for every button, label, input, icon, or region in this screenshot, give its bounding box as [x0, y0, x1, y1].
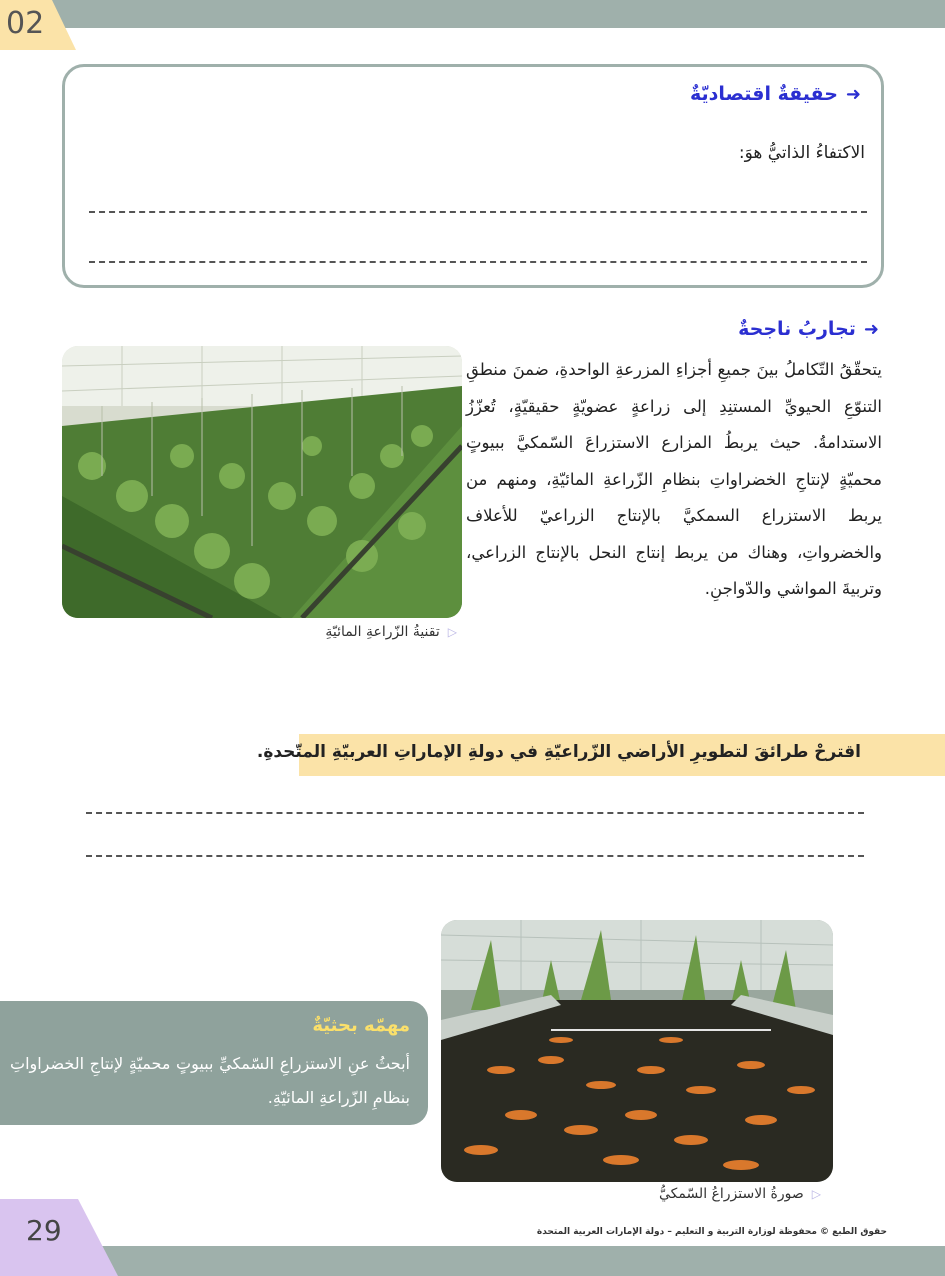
answer-line-2[interactable] — [89, 261, 867, 263]
research-task-text: أبحثُ عنِ الاستزراعِ السّمكيِّ ببيوتٍ محميّةٍ لإنتاجِ الخضراواتِ بنظامِ الزّراعةِ المائيّةِ. — [10, 1054, 410, 1107]
top-bar — [0, 0, 945, 28]
economic-fact-heading — [690, 83, 861, 105]
arrow-icon: ➜ — [845, 83, 861, 105]
task-text: اقترحْ طرائقَ لتطويرِ الأراضي الزّراعيّةِ في دولةِ الإماراتِ العربيّةِ المتّحدةِ. — [256, 742, 861, 762]
research-task-title: مهمّه بحثيّةٌ — [312, 1015, 410, 1036]
unit-number: 02 — [6, 6, 45, 41]
arrow-icon: ➜ — [863, 318, 879, 340]
hydroponics-caption-text: تقنيةُ الزّراعةِ المائيّةِ — [325, 624, 440, 640]
fish-farming-caption-text: صورةُ الاستزراعُ السّمكيُّ — [658, 1186, 804, 1202]
bottom-bar — [0, 1246, 945, 1276]
answer-line-1[interactable] — [89, 211, 867, 213]
experiences-paragraph: يتحقّقُ التّكاملُ بينَ جميعِ أجزاءِ المزرعةِ الواحدةِ، ضمنَ منطقِ التنوّعِ الحيويِّ المستنِدِ إلى زراعةٍ عضويّةٍ حقيقيّةٍ، تُعزّزُ الاستدامةُ. حيث يربطُ المزارع الاستزراعَ السّمكيَّ ببيوتٍ محميّةٍ لإنتاجِ الخضراواتِ بنظامِ الزّراعةِ المائيّةِ، ومنهم من يربط الاستزراع السمكيَّ بالإنتاج الزراعيّ للأعلاف والخضرواتِ، وهناك من يربط إنتاج النحل بالإنتاج الزراعي، وتربيةَ المواشي والدّواجنِ. — [466, 360, 882, 598]
hydroponics-photo — [62, 346, 462, 618]
task-answer-line-1[interactable] — [86, 812, 864, 814]
page-number: 29 — [26, 1214, 62, 1247]
caption-triangle-icon: ▷ — [811, 1187, 821, 1201]
research-task-box — [0, 1001, 428, 1125]
task-answer-line-2[interactable] — [86, 855, 864, 857]
fish-farming-photo — [441, 920, 833, 1182]
self-sufficiency-prompt: الاكتفاءُ الذاتيُّ هوَ: — [738, 143, 865, 163]
task-band — [256, 734, 945, 776]
copyright-notice: حقوق الطبع © محفوظة لوزارة التربية و التعليم – دولة الإمارات العربية المتحدة — [536, 1227, 887, 1237]
caption-triangle-icon: ▷ — [447, 625, 457, 639]
successful-experiences-heading — [738, 318, 879, 340]
fish-farming-caption — [659, 1186, 821, 1202]
economic-fact-title: حقيقةٌ اقتصاديّةٌ — [689, 83, 838, 105]
hydroponics-caption — [325, 624, 457, 640]
successful-experiences-title: تجاربُ ناجحةٌ — [738, 318, 856, 340]
economic-fact-box — [62, 64, 884, 288]
